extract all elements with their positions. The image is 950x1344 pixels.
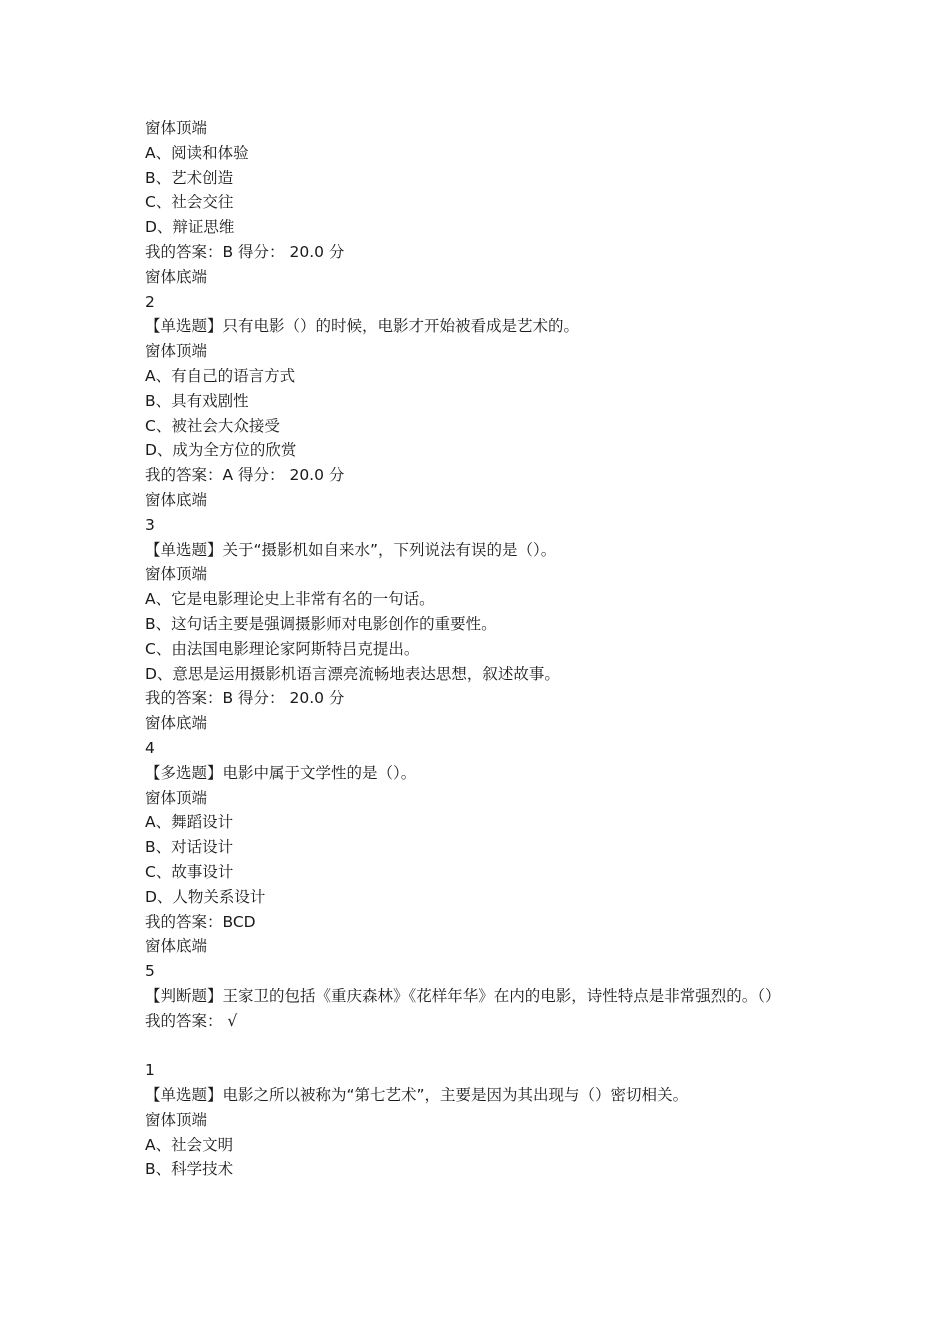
option-d: D、辩证思维	[145, 218, 235, 237]
form-bottom-marker: 窗体底端	[145, 267, 208, 286]
form-bottom-marker: 窗体底端	[145, 490, 208, 509]
question-number: 3	[145, 515, 155, 534]
question-text: 【单选题】只有电影（）的时候，电影才开始被看成是艺术的。	[145, 317, 580, 336]
form-top-marker: 窗体顶端	[145, 565, 208, 584]
option-a: A、舞蹈设计	[145, 813, 234, 832]
option-a: A、它是电影理论史上非常有名的一句话。	[145, 590, 435, 609]
my-answer: 我的答案：BCD	[145, 912, 256, 931]
option-a: A、有自己的语言方式	[145, 366, 296, 385]
option-d: D、成为全方位的欣赏	[145, 441, 297, 460]
question-number: 4	[145, 738, 155, 757]
option-c: C、社会交往	[145, 193, 234, 212]
my-answer: 我的答案：B 得分： 20.0 分	[145, 242, 345, 261]
question-number: 2	[145, 292, 155, 311]
form-top-marker: 窗体顶端	[145, 788, 208, 807]
option-c: C、由法国电影理论家阿斯特吕克提出。	[145, 639, 420, 658]
question-text: 【多选题】电影中属于文学性的是（）。	[145, 763, 417, 782]
my-answer: 我的答案：B 得分： 20.0 分	[145, 689, 345, 708]
option-d: D、人物关系设计	[145, 887, 266, 906]
form-top-marker: 窗体顶端	[145, 342, 208, 361]
form-bottom-marker: 窗体底端	[145, 714, 208, 733]
form-bottom-marker: 窗体底端	[145, 937, 208, 956]
option-b: B、具有戏剧性	[145, 391, 249, 410]
question-text: 【单选题】电影之所以被称为“第七艺术”，主要是因为其出现与（）密切相关。	[145, 1086, 689, 1105]
option-a: A、阅读和体验	[145, 143, 249, 162]
document-body	[145, 116, 825, 1182]
blank-line	[145, 1033, 825, 1058]
form-top-marker: 窗体顶端	[145, 119, 208, 137]
option-a: A、社会文明	[145, 1135, 234, 1154]
my-answer: 我的答案： √	[145, 1011, 238, 1030]
question-number: 1	[145, 1061, 155, 1080]
my-answer: 我的答案：A 得分： 20.0 分	[145, 466, 345, 485]
option-b: B、艺术创造	[145, 168, 234, 187]
question-text: 【单选题】关于“摄影机如自来水”，下列说法有误的是（）。	[145, 540, 557, 559]
option-c: C、故事设计	[145, 862, 234, 881]
option-b: B、对话设计	[145, 838, 234, 857]
option-c: C、被社会大众接受	[145, 416, 280, 435]
option-b: B、科学技术	[145, 1160, 234, 1179]
option-b: B、这句话主要是强调摄影师对电影创作的重要性。	[145, 614, 497, 633]
option-d: D、意思是运用摄影机语言漂亮流畅地表达思想，叙述故事。	[145, 664, 560, 683]
question-number: 5	[145, 962, 155, 981]
question-text: 【判断题】王家卫的包括《重庆森林》《花样年华》在内的电影，诗性特点是非常强烈的。（）	[145, 986, 781, 1005]
form-top-marker: 窗体顶端	[145, 1110, 208, 1129]
